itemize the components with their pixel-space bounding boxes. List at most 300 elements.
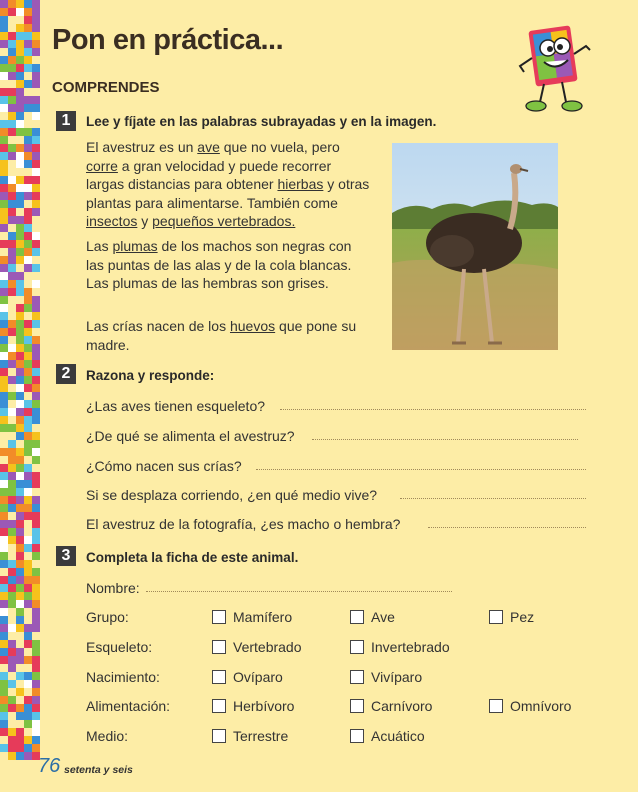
mosaic-tile: [32, 16, 40, 24]
mosaic-tile: [32, 224, 40, 232]
mosaic-tile: [24, 752, 32, 760]
mosaic-tile: [16, 704, 24, 712]
question-3: ¿Cómo nacen sus crías?: [86, 458, 242, 474]
mosaic-tile: [0, 600, 8, 608]
mosaic-tile: [8, 72, 16, 80]
mosaic-tile: [32, 432, 40, 440]
mosaic-tile: [16, 272, 24, 280]
mosaic-tile: [8, 264, 16, 272]
mosaic-tile: [32, 8, 40, 16]
mosaic-tile: [24, 264, 32, 272]
mosaic-tile: [0, 200, 8, 208]
mosaic-tile: [32, 136, 40, 144]
mosaic-tile: [8, 312, 16, 320]
checkbox[interactable]: [212, 670, 226, 684]
mosaic-tile: [24, 32, 32, 40]
mosaic-tile: [0, 168, 8, 176]
mosaic-tile: [32, 592, 40, 600]
mosaic-tile: [32, 312, 40, 320]
mosaic-tile: [8, 576, 16, 584]
mosaic-tile: [32, 584, 40, 592]
mosaic-tile: [16, 320, 24, 328]
mosaic-tile: [32, 736, 40, 744]
mosaic-tile: [0, 240, 8, 248]
mosaic-tile: [24, 512, 32, 520]
mosaic-tile: [0, 672, 8, 680]
checkbox[interactable]: [212, 729, 226, 743]
mosaic-tile: [0, 224, 8, 232]
mosaic-tile: [0, 656, 8, 664]
checkbox[interactable]: [350, 640, 364, 654]
question-4: Si se desplaza corriendo, ¿en qué medio vive?: [86, 487, 378, 503]
option-carnivoro[interactable]: Carnívoro: [350, 698, 432, 714]
mosaic-tile: [24, 488, 32, 496]
mosaic-tile: [32, 680, 40, 688]
mosaic-tile: [16, 528, 24, 536]
underlined-word: corre: [86, 157, 118, 174]
mosaic-tile: [8, 472, 16, 480]
mosaic-tile: [0, 472, 8, 480]
option-vertebrado[interactable]: Vertebrado: [212, 639, 302, 655]
mosaic-tile: [24, 48, 32, 56]
mosaic-tile: [16, 536, 24, 544]
mosaic-tile: [32, 456, 40, 464]
mosaic-tile: [24, 192, 32, 200]
mosaic-tile: [16, 56, 24, 64]
mosaic-tile: [8, 128, 16, 136]
mosaic-tile: [8, 64, 16, 72]
mosaic-tile: [0, 720, 8, 728]
mosaic-tile: [16, 728, 24, 736]
mosaic-tile: [24, 608, 32, 616]
checkbox[interactable]: [212, 610, 226, 624]
mosaic-tile: [24, 104, 32, 112]
mosaic-tile: [16, 416, 24, 424]
mosaic-tile: [24, 464, 32, 472]
answer-line-4[interactable]: [400, 498, 586, 499]
mosaic-tile: [32, 0, 40, 8]
mosaic-tile: [16, 32, 24, 40]
mosaic-tile: [32, 480, 40, 488]
mosaic-tile: [24, 448, 32, 456]
mosaic-tile: [16, 264, 24, 272]
mosaic-tile: [0, 56, 8, 64]
checkbox[interactable]: [350, 610, 364, 624]
answer-line-5[interactable]: [428, 527, 586, 528]
mosaic-tile: [0, 424, 8, 432]
checkbox[interactable]: [489, 699, 503, 713]
mosaic-tile: [8, 192, 16, 200]
mosaic-tile: [24, 40, 32, 48]
mosaic-tile: [32, 392, 40, 400]
mosaic-tile: [24, 416, 32, 424]
question-5: El avestruz de la fotografía, ¿es macho o hembra?: [86, 516, 401, 532]
mosaic-tile: [24, 680, 32, 688]
mosaic-tile: [32, 664, 40, 672]
mosaic-tile: [32, 288, 40, 296]
mosaic-tile: [0, 136, 8, 144]
option-oviparo[interactable]: Ovíparo: [212, 669, 283, 685]
exercise-3-badge: 3: [56, 546, 76, 566]
mosaic-tile: [0, 488, 8, 496]
mosaic-tile: [32, 128, 40, 136]
mosaic-tile: [8, 528, 16, 536]
mosaic-tile: [8, 224, 16, 232]
underlined-word: ave: [197, 139, 220, 155]
mosaic-tile: [16, 288, 24, 296]
mosaic-tile: [16, 608, 24, 616]
mosaic-tile: [24, 472, 32, 480]
mosaic-tile: [16, 160, 24, 168]
decorative-mosaic-border: [0, 0, 40, 760]
option-omnivoro[interactable]: Omnívoro: [489, 698, 571, 714]
mosaic-tile: [16, 752, 24, 760]
mosaic-tile: [24, 552, 32, 560]
mosaic-tile: [8, 392, 16, 400]
mosaic-tile: [0, 192, 8, 200]
mosaic-tile: [24, 56, 32, 64]
mosaic-tile: [16, 584, 24, 592]
mosaic-tile: [0, 144, 8, 152]
mosaic-tile: [24, 360, 32, 368]
mosaic-tile: [0, 744, 8, 752]
mosaic-tile: [32, 376, 40, 384]
mosaic-tile: [0, 664, 8, 672]
mosaic-tile: [32, 616, 40, 624]
mosaic-tile: [24, 112, 32, 120]
mosaic-tile: [24, 64, 32, 72]
mosaic-tile: [0, 216, 8, 224]
mosaic-tile: [8, 624, 16, 632]
mosaic-tile: [16, 448, 24, 456]
mosaic-tile: [24, 624, 32, 632]
mosaic-tile: [16, 200, 24, 208]
mosaic-tile: [8, 248, 16, 256]
mosaic-tile: [8, 120, 16, 128]
mosaic-tile: [32, 104, 40, 112]
name-answer-line[interactable]: [146, 591, 452, 592]
mosaic-tile: [0, 752, 8, 760]
checkbox[interactable]: [350, 670, 364, 684]
mosaic-tile: [16, 544, 24, 552]
mosaic-tile: [0, 480, 8, 488]
mosaic-tile: [32, 248, 40, 256]
option-acuatico[interactable]: Acuático: [350, 728, 425, 744]
mosaic-tile: [8, 656, 16, 664]
mosaic-tile: [32, 144, 40, 152]
mosaic-tile: [16, 336, 24, 344]
mosaic-tile: [8, 272, 16, 280]
mosaic-tile: [32, 112, 40, 120]
mosaic-tile: [32, 216, 40, 224]
mosaic-tile: [0, 728, 8, 736]
mosaic-tile: [8, 56, 16, 64]
mosaic-tile: [32, 440, 40, 448]
mosaic-tile: [16, 224, 24, 232]
mosaic-tile: [8, 240, 16, 248]
option-mamifero[interactable]: Mamífero: [212, 609, 292, 625]
mosaic-tile: [0, 464, 8, 472]
mosaic-tile: [32, 48, 40, 56]
mosaic-tile: [32, 240, 40, 248]
mosaic-tile: [8, 288, 16, 296]
checkbox[interactable]: [212, 699, 226, 713]
mosaic-tile: [16, 16, 24, 24]
mosaic-tile: [8, 456, 16, 464]
mosaic-tile: [24, 400, 32, 408]
answer-line-2[interactable]: [312, 439, 578, 440]
mosaic-tile: [0, 328, 8, 336]
mosaic-tile: [8, 568, 16, 576]
mosaic-tile: [24, 520, 32, 528]
mosaic-tile: [16, 112, 24, 120]
mosaic-tile: [16, 456, 24, 464]
mosaic-tile: [24, 80, 32, 88]
mosaic-tile: [8, 168, 16, 176]
mosaic-tile: [32, 160, 40, 168]
mosaic-tile: [8, 360, 16, 368]
mosaic-tile: [0, 576, 8, 584]
mosaic-tile: [0, 624, 8, 632]
mosaic-tile: [16, 360, 24, 368]
mosaic-tile: [8, 744, 16, 752]
mosaic-tile: [32, 672, 40, 680]
option-herbivoro[interactable]: Herbívoro: [212, 698, 294, 714]
mosaic-tile: [8, 432, 16, 440]
mosaic-tile: [16, 104, 24, 112]
mosaic-tile: [32, 296, 40, 304]
mosaic-tile: [8, 0, 16, 8]
mosaic-tile: [32, 552, 40, 560]
mosaic-tile: [24, 352, 32, 360]
text-paragraph-3: Las crías nacen de los huevos que pone su madre.: [86, 318, 357, 353]
mosaic-tile: [24, 224, 32, 232]
option-invertebrado[interactable]: Invertebrado: [350, 639, 450, 655]
mosaic-tile: [8, 480, 16, 488]
mosaic-tile: [24, 160, 32, 168]
mosaic-tile: [16, 432, 24, 440]
mosaic-tile: [24, 584, 32, 592]
mosaic-tile: [8, 352, 16, 360]
mosaic-tile: [0, 352, 8, 360]
mosaic-tile: [0, 544, 8, 552]
mosaic-tile: [0, 16, 8, 24]
mosaic-tile: [16, 440, 24, 448]
mosaic-tile: [24, 120, 32, 128]
mosaic-tile: [16, 344, 24, 352]
mosaic-tile: [8, 416, 16, 424]
mosaic-tile: [0, 40, 8, 48]
checkbox[interactable]: [489, 610, 503, 624]
mosaic-tile: [16, 408, 24, 416]
mosaic-tile: [8, 712, 16, 720]
mosaic-tile: [24, 288, 32, 296]
answer-line-3[interactable]: [256, 469, 586, 470]
mosaic-tile: [24, 592, 32, 600]
mosaic-tile: [0, 400, 8, 408]
mosaic-tile: [8, 408, 16, 416]
mosaic-tile: [16, 568, 24, 576]
mosaic-tile: [0, 432, 8, 440]
mosaic-tile: [16, 120, 24, 128]
underlined-word: hierbas: [277, 176, 324, 192]
ostrich-photo: [392, 143, 558, 350]
mosaic-tile: [24, 560, 32, 568]
underlined-word: huevos: [229, 318, 276, 334]
mosaic-tile: [16, 216, 24, 224]
mosaic-tile: [24, 696, 32, 704]
mosaic-tile: [8, 184, 16, 192]
mosaic-tile: [16, 744, 24, 752]
mosaic-tile: [32, 624, 40, 632]
mosaic-tile: [0, 176, 8, 184]
mosaic-tile: [16, 512, 24, 520]
mosaic-tile: [32, 96, 40, 104]
exercise-3-instruction: Completa la ficha de este animal.: [86, 550, 299, 565]
mosaic-tile: [0, 104, 8, 112]
mosaic-tile: [8, 440, 16, 448]
mosaic-tile: [0, 648, 8, 656]
mosaic-tile: [8, 344, 16, 352]
mosaic-tile: [8, 232, 16, 240]
mosaic-tile: [8, 280, 16, 288]
mosaic-tile: [0, 512, 8, 520]
mosaic-tile: [0, 264, 8, 272]
mosaic-tile: [8, 648, 16, 656]
mosaic-tile: [24, 344, 32, 352]
mosaic-tile: [16, 80, 24, 88]
mosaic-tile: [16, 40, 24, 48]
mosaic-tile: [32, 464, 40, 472]
mosaic-tile: [24, 24, 32, 32]
mosaic-tile: [8, 424, 16, 432]
mosaic-tile: [0, 312, 8, 320]
mosaic-tile: [24, 640, 32, 648]
mosaic-tile: [16, 496, 24, 504]
mosaic-tile: [0, 392, 8, 400]
mosaic-tile: [8, 584, 16, 592]
mosaic-tile: [16, 696, 24, 704]
mosaic-tile: [8, 256, 16, 264]
mosaic-tile: [16, 400, 24, 408]
mosaic-tile: [8, 592, 16, 600]
mosaic-tile: [0, 80, 8, 88]
mosaic-tile: [8, 336, 16, 344]
mosaic-tile: [16, 376, 24, 384]
mosaic-tile: [24, 744, 32, 752]
section-heading: COMPRENDES: [52, 79, 160, 96]
checkbox[interactable]: [212, 640, 226, 654]
mosaic-tile: [24, 544, 32, 552]
mosaic-tile: [8, 96, 16, 104]
mosaic-tile: [16, 656, 24, 664]
mosaic-tile: [0, 704, 8, 712]
mosaic-tile: [8, 688, 16, 696]
mosaic-tile: [32, 184, 40, 192]
mosaic-tile: [24, 528, 32, 536]
mosaic-tile: [16, 688, 24, 696]
mosaic-tile: [16, 648, 24, 656]
mosaic-tile: [8, 696, 16, 704]
mosaic-tile: [24, 304, 32, 312]
mosaic-tile: [8, 672, 16, 680]
mosaic-tile: [32, 176, 40, 184]
mosaic-tile: [32, 80, 40, 88]
mosaic-tile: [16, 520, 24, 528]
mosaic-tile: [32, 200, 40, 208]
mosaic-tile: [32, 488, 40, 496]
mosaic-tile: [0, 696, 8, 704]
answer-line-1[interactable]: [280, 409, 586, 410]
mosaic-tile: [24, 704, 32, 712]
mosaic-tile: [24, 88, 32, 96]
mosaic-tile: [0, 64, 8, 72]
mosaic-tile: [24, 688, 32, 696]
mosaic-tile: [8, 152, 16, 160]
mosaic-tile: [0, 256, 8, 264]
mosaic-tile: [0, 120, 8, 128]
option-pez[interactable]: Pez: [489, 609, 534, 625]
page-number: 76: [38, 755, 61, 777]
mosaic-tile: [0, 384, 8, 392]
mosaic-tile: [24, 424, 32, 432]
mosaic-tile: [32, 280, 40, 288]
text-paragraph-1: El avestruz es un ave que no vuela, pero corre a gran velocidad y puede recorrer largas distancias para obtener hierbas y otras plantas para alimentarse. También come insectos y pequeños vertebrados.: [86, 139, 370, 229]
mosaic-tile: [0, 48, 8, 56]
mosaic-tile: [32, 528, 40, 536]
checkbox[interactable]: [350, 729, 364, 743]
mosaic-tile: [24, 408, 32, 416]
mosaic-tile: [16, 168, 24, 176]
mosaic-tile: [8, 608, 16, 616]
mosaic-tile: [16, 720, 24, 728]
mosaic-tile: [16, 640, 24, 648]
mosaic-tile: [0, 112, 8, 120]
mosaic-tile: [0, 280, 8, 288]
exercise-1-instruction: Lee y fíjate en las palabras subrayadas y en la imagen.: [86, 114, 437, 129]
checkbox[interactable]: [350, 699, 364, 713]
mosaic-tile: [8, 616, 16, 624]
mosaic-tile: [0, 640, 8, 648]
mosaic-tile: [24, 16, 32, 24]
mosaic-tile: [32, 64, 40, 72]
option-terrestre[interactable]: Terrestre: [212, 728, 288, 744]
mosaic-tile: [24, 432, 32, 440]
mosaic-tile: [8, 512, 16, 520]
mosaic-tile: [16, 624, 24, 632]
mosaic-tile: [24, 128, 32, 136]
mosaic-tile: [8, 464, 16, 472]
mosaic-tile: [8, 680, 16, 688]
option-ave[interactable]: Ave: [350, 609, 395, 625]
mosaic-tile: [0, 616, 8, 624]
mosaic-tile: [16, 560, 24, 568]
mosaic-tile: [32, 696, 40, 704]
mosaic-tile: [8, 160, 16, 168]
mosaic-tile: [16, 488, 24, 496]
mosaic-tile: [8, 328, 16, 336]
underlined-word: pequeños vertebrados.: [152, 213, 296, 229]
mosaic-tile: [16, 8, 24, 16]
mosaic-tile: [24, 168, 32, 176]
option-viviparo[interactable]: Vivíparo: [350, 669, 422, 685]
mosaic-tile: [0, 160, 8, 168]
mosaic-tile: [32, 384, 40, 392]
mosaic-tile: [32, 632, 40, 640]
mosaic-tile: [16, 248, 24, 256]
mosaic-tile: [8, 112, 16, 120]
mosaic-tile: [0, 336, 8, 344]
